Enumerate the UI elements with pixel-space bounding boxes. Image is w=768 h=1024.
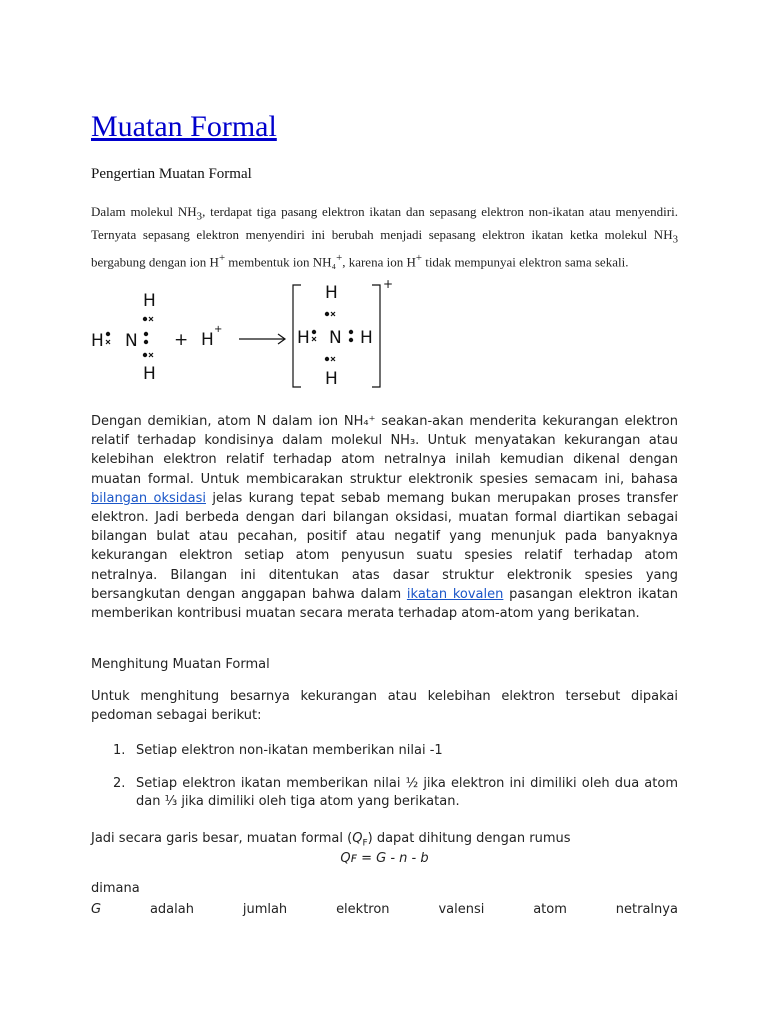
lewis-nh4-h-top: H	[325, 283, 338, 303]
lewis-n: N	[125, 331, 138, 351]
lewis-h-top: H	[143, 291, 156, 311]
link-bilangan-oksidasi[interactable]: bilangan oksidasi	[91, 490, 206, 506]
guide-paragraph: Untuk menghitung besarnya kekurangan atau kelebihan elektron tersebut dipakai pedoman sebagai berikut:	[91, 689, 678, 724]
definition-line: G adalah jumlah elektron valensi atom netralnya	[91, 902, 678, 917]
lewis-nh4-h-bottom: H	[325, 369, 338, 389]
page-title	[91, 110, 277, 144]
lewis-h-bottom: H	[143, 364, 156, 384]
list-item: 1. Setiap elektron non-ikatan memberikan nilai -1	[113, 743, 443, 758]
lewis-nh4-h-left: H	[297, 328, 310, 348]
lewis-nh4-h-right: H	[360, 328, 373, 348]
dimana-label: dimana	[91, 881, 140, 896]
intro-paragraph: Dalam molekul $NH_3$, terdapat tiga pasang elektron ikatan dan sepasang elektron non-ikatan atau menyendiri. Ternyata sepasang elektron menyendiri ini berubah menjadi sepasang elektron ikatan ketka molekul $NH_3$ bergabung dengan ion H+ membentuk ion NH₄+, karena ion H+ tidak mempunyai elektron sama sekali.	[91, 204, 678, 270]
lewis-h-ion: H	[201, 330, 214, 350]
link-ikatan-kovalen[interactable]: ikatan kovalen	[406, 586, 504, 602]
title-link[interactable]: Muatan Formal	[91, 110, 277, 143]
formula-intro: Jadi secara garis besar, muatan formal $(Q_F)$ dapat dihitung dengan rumus	[91, 831, 571, 849]
lewis-nh4-charge: +	[383, 277, 394, 291]
lewis-structure-diagram	[89, 276, 399, 396]
section-heading: Menghitung Muatan Formal	[91, 657, 270, 672]
lewis-nh4-n: N	[329, 328, 342, 348]
lewis-h-ion-charge: +	[214, 324, 223, 335]
explanation-paragraph: Dengan demikian, atom N dalam ion NH₄⁺ seakan-akan menderita kekurangan elektron relatif terhadap kondisinya dalam molekul NH₃. Untuk menyatakan kekurangan atau kelebihan elektron relatif terhadap atom netralnya inilah kemudian dikenal dengan muatan formal. Untuk membicarakan struktur elektronik spesies semacam ini, bahasa bilangan oksidasi jelas kurang tepat sebab memang bukan merupakan proses transfer elektron. Jadi berbeda dengan dari bilangan oksidasi, muatan formal diartikan sebagai bilangan bulat atau pecahan, positif atau negatif yang menunjuk pada banyaknya kekurangan elektron setiap atom penyusun suatu spesies relatif terhadap atom netralnya. Bilangan ini ditentukan atas dasar struktur elektronik spesies yang bersangkutan dengan anggapan bahwa dalam ikatan kovalen pasangan elektron ikatan memberikan kontribusi muatan secara merata terhadap atom-atom yang berikatan.	[91, 414, 678, 622]
rule-list	[91, 742, 678, 826]
list-item: 2. Setiap elektron ikatan memberikan nilai ½ jika elektron ini dimiliki oleh dua atom dan ⅓ jika dimiliki oleh tiga atom yang berikatan.	[113, 775, 678, 809]
section-subtitle: Pengertian Muatan Formal	[91, 166, 252, 182]
formula: Qꜰ = G - n - b	[340, 851, 429, 866]
lewis-plus: +	[174, 330, 189, 350]
lewis-h-left: H	[91, 331, 104, 351]
